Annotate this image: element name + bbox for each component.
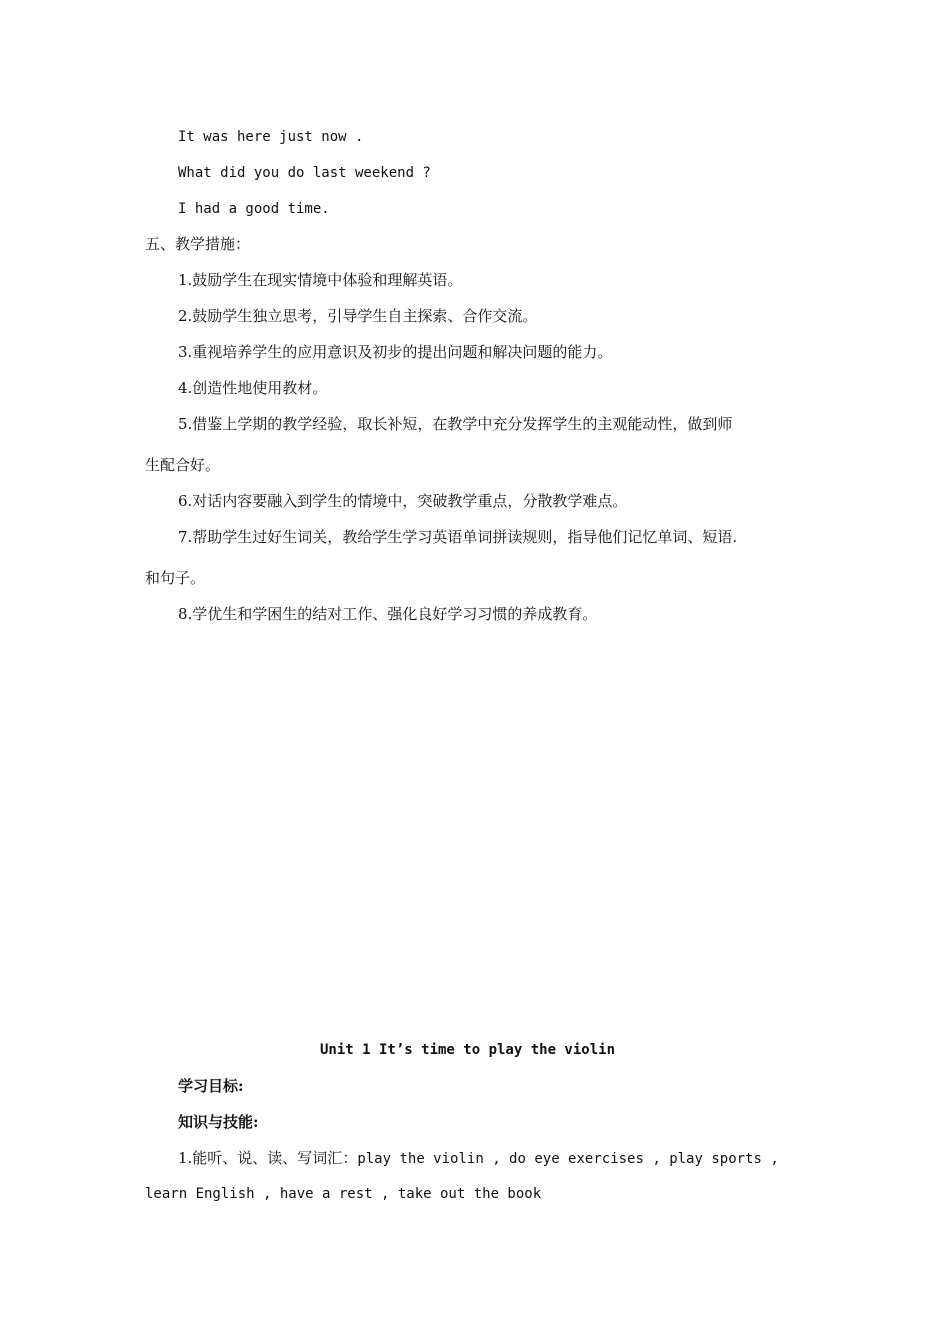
unit-title: Unit 1 It’s time to play the violin (320, 1042, 616, 1058)
skills-heading: 知识与技能: (178, 1113, 259, 1131)
measure-item-1: 1.鼓励学生在现实情境中体验和理解英语。 (178, 271, 463, 289)
skill-line-2: learn English , have a rest , take out the book (145, 1186, 542, 1202)
measure-item-7: 7.帮助学生过好生词关，教给学生学习英语单词拼读规则，指导他们记忆单词、短语. (178, 528, 738, 546)
measure-item-5: 5.借鉴上学期的教学经验，取长补短，在教学中充分发挥学生的主观能动性，做到师 (178, 415, 733, 433)
skill-line-1 (178, 1148, 779, 1169)
measure-item-6: 6.对话内容要融入到学生的情境中，突破教学重点，分散教学难点。 (178, 492, 628, 510)
measure-item-7-continued: 和句子。 (145, 569, 206, 587)
measure-item-8: 8.学优生和学困生的结对工作、强化良好学习习惯的养成教育。 (178, 605, 598, 623)
objectives-heading: 学习目标: (178, 1077, 244, 1095)
measure-item-4: 4.创造性地使用教材。 (178, 379, 328, 397)
measure-item-5-continued: 生配合好。 (145, 456, 221, 474)
english-sentence-1: It was here just now . (178, 129, 364, 145)
english-sentence-3: I had a good time. (178, 201, 330, 217)
measure-item-2: 2.鼓励学生独立思考，引导学生自主探索、合作交流。 (178, 307, 538, 325)
skill-line-1-words: play the violin , do eye exercises , play sports , (357, 1151, 779, 1167)
measure-item-3: 3.重视培养学生的应用意识及初步的提出问题和解决问题的能力。 (178, 343, 613, 361)
english-sentence-2: What did you do last weekend ? (178, 165, 431, 181)
skill-line-1-prefix: 1.能听、说、读、写词汇： (178, 1149, 358, 1167)
section-five-heading: 五、教学措施： (145, 235, 251, 253)
